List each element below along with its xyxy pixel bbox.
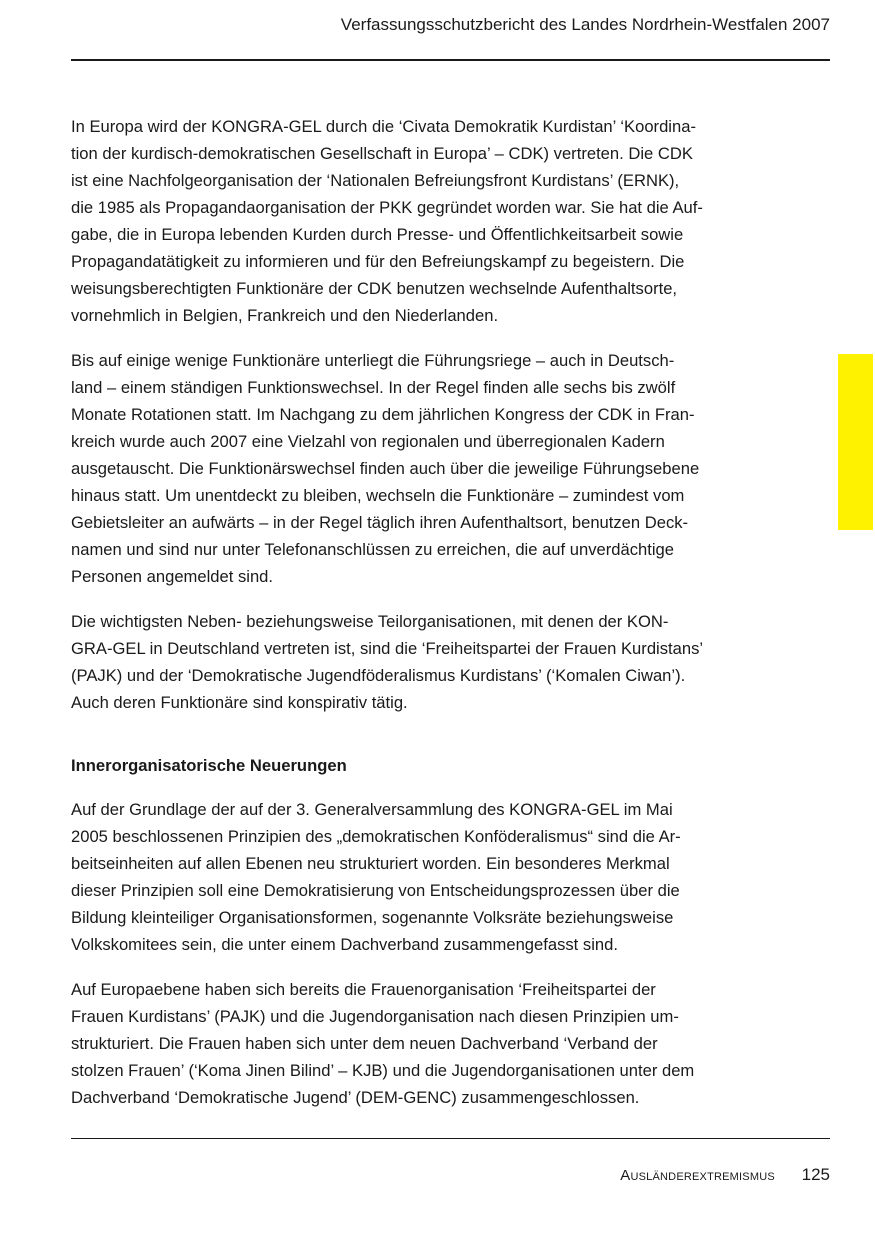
text-line: land – einem ständigen Funktionswechsel. In der Regel finden alle sechs bis zwölf xyxy=(71,378,676,397)
text-line: Bildung kleinteiliger Organisationsformen, sogenannte Volksräte beziehungsweise xyxy=(71,908,674,927)
text-line: Volkskomitees sein, die unter einem Dachverband zusammengefasst sind. xyxy=(71,935,618,954)
section-heading: Innerorganisatorische Neuerungen xyxy=(71,756,347,775)
text-line: Dachverband ‘Demokratische Jugend’ (DEM-GENC) zusammengeschlossen. xyxy=(71,1088,640,1107)
text-line: Auch deren Funktionäre sind konspirativ tätig. xyxy=(71,693,408,712)
text-line: hinaus statt. Um unentdeckt zu bleiben, wechseln die Funktionäre – zumindest vom xyxy=(71,486,685,505)
paragraph-sub-organisations xyxy=(71,608,787,716)
paragraph-european-restructuring xyxy=(71,976,787,1111)
footer-section-title: Ausländerextremismus xyxy=(620,1167,775,1184)
text-line: dieser Prinzipien soll eine Demokratisierung von Entscheidungsprozessen über die xyxy=(71,881,680,900)
text-line: stolzen Frauen’ (‘Koma Jinen Bilind’ – KJB) und die Jugendorganisationen unter dem xyxy=(71,1061,695,1080)
text-line: Auf der Grundlage der auf der 3. Generalversammlung des KONGRA-GEL im Mai xyxy=(71,800,673,819)
text-line: gabe, die in Europa lebenden Kurden durch Presse- und Öffentlichkeitsarbeit sowie xyxy=(71,225,684,244)
text-line: Gebietsleiter an aufwärts – in der Regel täglich ihren Aufenthaltsort, benutzen Deck- xyxy=(71,513,689,532)
text-line: tion der kurdisch-demokratischen Gesellschaft in Europa’ – CDK) vertreten. Die CDK xyxy=(71,144,693,163)
text-line: Frauen Kurdistans’ (PAJK) und die Jugendorganisation nach diesen Prinzipien um- xyxy=(71,1007,679,1026)
page-footer xyxy=(620,1163,830,1188)
text-line: 2005 beschlossenen Prinzipien des „demokratischen Konföderalismus“ sind die Ar- xyxy=(71,827,681,846)
page-content xyxy=(71,113,787,1129)
page-number: 125 xyxy=(801,1165,830,1184)
text-line: beitseinheiten auf allen Ebenen neu strukturiert worden. Ein besonderes Merkmal xyxy=(71,854,670,873)
text-line: ausgetauscht. Die Funktionärswechsel finden auch über die jeweilige Führungsebene xyxy=(71,459,700,478)
paragraph-leadership-rotation xyxy=(71,347,787,590)
paragraph-confederalism-principles xyxy=(71,796,787,958)
chapter-margin-tab xyxy=(838,354,873,530)
text-line: In Europa wird der KONGRA-GEL durch die ‘Civata Demokratik Kurdistan’ ‘Koordina- xyxy=(71,117,696,136)
text-line: GRA-GEL in Deutschland vertreten ist, sind die ‘Freiheitspartei der Frauen Kurdistans’ xyxy=(71,639,704,658)
text-line: Die wichtigsten Neben- beziehungsweise Teilorganisationen, mit denen der KON- xyxy=(71,612,669,631)
running-head: Verfassungsschutzbericht des Landes Nordrhein-Westfalen 2007 xyxy=(340,15,830,34)
text-line: ist eine Nachfolgeorganisation der ‘Nationalen Befreiungsfront Kurdistans’ (ERNK), xyxy=(71,171,680,190)
text-line: Bis auf einige wenige Funktionäre unterliegt die Führungsriege – auch in Deutsch- xyxy=(71,351,675,370)
text-line: strukturiert. Die Frauen haben sich unter dem neuen Dachverband ‘Verband der xyxy=(71,1034,658,1053)
text-line: vornehmlich in Belgien, Frankreich und den Niederlanden. xyxy=(71,306,499,325)
text-line: (PAJK) und der ‘Demokratische Jugendföderalismus Kurdistans’ (‘Komalen Ciwan’). xyxy=(71,666,686,685)
paragraph-cdk-europe xyxy=(71,113,787,329)
text-line: die 1985 als Propagandaorganisation der PKK gegründet worden war. Sie hat die Auf- xyxy=(71,198,703,217)
text-line: weisungsberechtigten Funktionäre der CDK benutzen wechselnde Aufenthaltsorte, xyxy=(71,279,678,298)
header-rule xyxy=(71,59,830,61)
text-line: Auf Europaebene haben sich bereits die Frauenorganisation ‘Freiheitspartei der xyxy=(71,980,656,999)
text-line: Propagandatätigkeit zu informieren und für den Befreiungskampf zu begeistern. Die xyxy=(71,252,685,271)
text-line: Personen angemeldet sind. xyxy=(71,567,274,586)
text-line: kreich wurde auch 2007 eine Vielzahl von regionalen und überregionalen Kadern xyxy=(71,432,665,451)
footer-rule xyxy=(71,1138,830,1139)
text-line: namen und sind nur unter Telefonanschlüssen zu erreichen, die auf unverdächtige xyxy=(71,540,674,559)
text-line: Monate Rotationen statt. Im Nachgang zu dem jährlichen Kongress der CDK in Fran- xyxy=(71,405,695,424)
